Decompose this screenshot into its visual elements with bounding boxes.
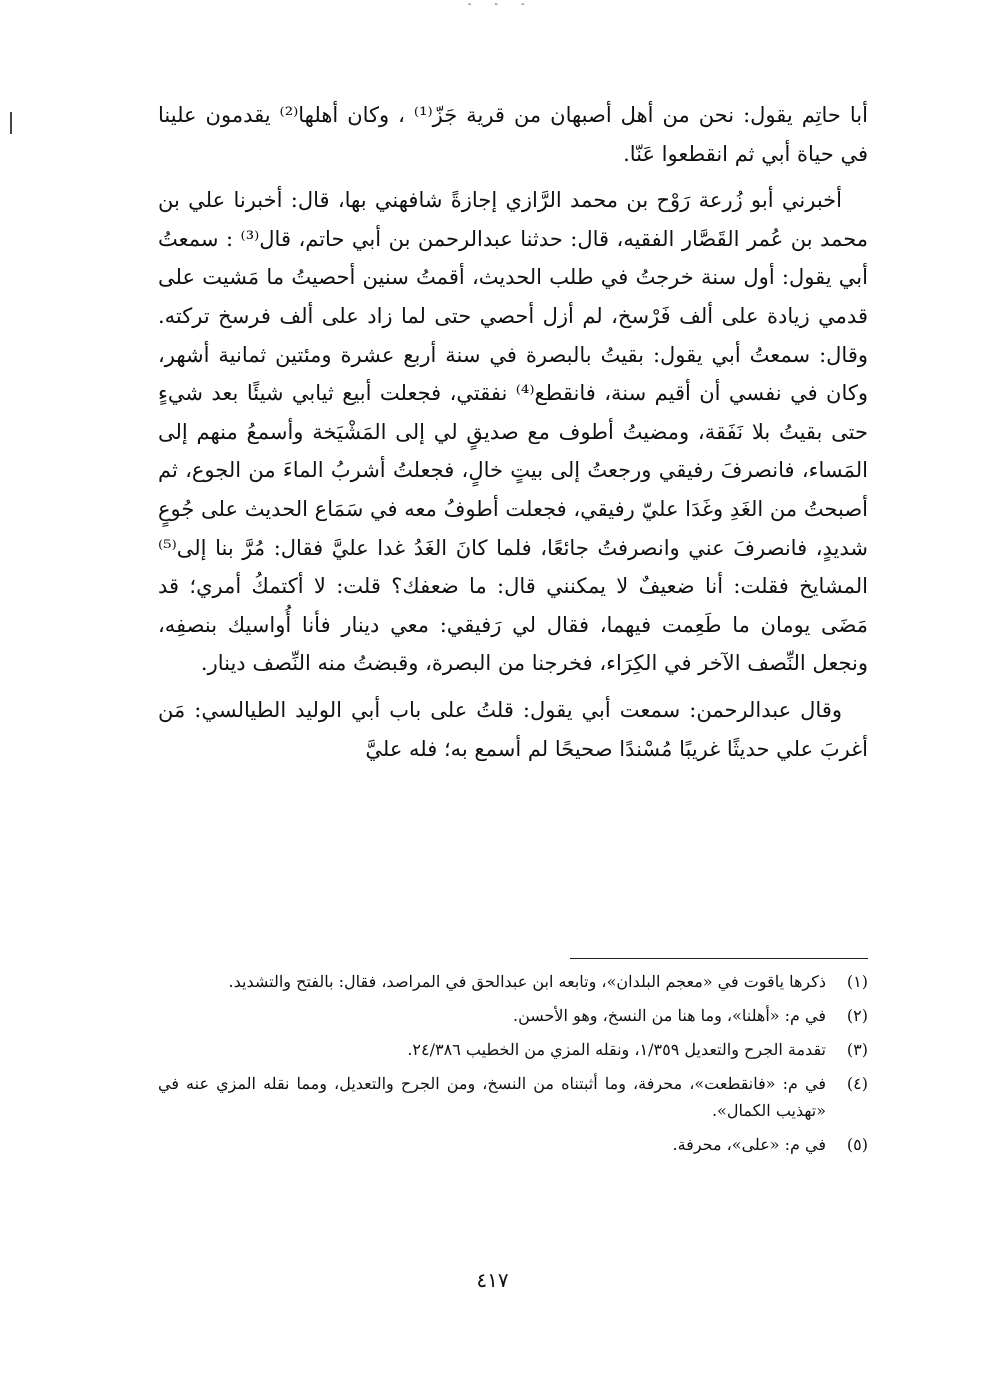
footnote-number: (٤)	[846, 1074, 868, 1093]
main-text	[158, 96, 868, 768]
footnote-separator	[570, 958, 868, 959]
footnote-4	[158, 1070, 868, 1124]
footnote-2	[158, 1002, 868, 1029]
paragraph-2: أخبرني أبو زُرعة رَوْح بن محمد الرَّازي إجازةً شافهني بها، قال: أخبرنا علي بن محمد بن عُمر القَصَّار الفقيه، قال: حدثنا عبدالرحمن بن أبي حاتم، قال⁽³⁾ : سمعتُ أبي يقول: أول سنة خرجتُ في طلب الحديث، أقمتُ سنين أحصيتُ ما مَشيت على قدمي زيادة على ألف فَرْسخ، لم أزل أحصي حتى لما زاد على ألف فرسخ تركته. وقال: سمعتُ أبي يقول: بقيتُ بالبصرة في سنة أربع عشرة ومئتين ثمانية أشهر، وكان في نفسي أن أقيم سنة، فانقطع⁽⁴⁾ نفقتي، فجعلت أبيع ثيابي شيئًا بعد شيءٍ حتى بقيتُ بلا نَفَقة، ومضيتُ أطوف مع صديقٍ لي إلى المَشْيَخة وأسمعُ منهم إلى المَساء، فانصرفَ رفيقي ورجعتُ إلى بيتٍ خالٍ، فجعلتُ أشربُ الماءَ من الجوع، ثم أصبحتُ من الغَدِ وغَدَا عليّ رفيقي، فجعلت أطوفُ معه في سَمَاع الحديث على جُوعٍ شديدٍ، فانصرفَ عني وانصرفتُ جائعًا، فلما كانَ الغَدُ غدا عليَّ فقال: مُرَّ بنا إلى⁽⁵⁾ المشايخ فقلت: أنا ضعيفٌ لا يمكنني قال: ما ضعفك؟ قلت: لا أكتمكُ أمري؛ قد مَضَى يومان ما طَعِمت فيهما، فقال لي رَفيقي: معي دينار فأنا أُواسيك بنصفِه، ونجعل النِّصف الآخر في الكِرَاء، فخرجنا من البصرة، وقبضتُ منه النِّصف دينار.	[158, 188, 868, 676]
footnote-3	[158, 1036, 868, 1063]
footnote-text: في م: «فانقطعت»، محرفة، وما أثبتناه من النسخ، ومن الجرح والتعديل، ومما نقله المزي عنه في «تهذيب الكمال».	[158, 1074, 826, 1120]
top-edge-mark: - - -	[468, 0, 535, 10]
footnote-number: (٥)	[846, 1135, 868, 1154]
paragraph-3: وقال عبدالرحمن: سمعت أبي يقول: قلتُ على باب أبي الوليد الطيالسي: مَن أغربَ علي حديثًا غريبًا مُسْندًا صحيحًا لم أسمع به؛ فله عليَّ	[158, 697, 868, 761]
page-number: ٤١٧	[476, 1268, 509, 1292]
footnote-number: (١)	[846, 972, 868, 991]
footnote-text: ذكرها ياقوت في «معجم البلدان»، وتابعه ابن عبدالحق في المراصد، فقال: بالفتح والتشديد.	[228, 972, 826, 991]
footnote-1	[158, 968, 868, 995]
margin-scan-mark	[10, 112, 12, 134]
footnotes-list	[158, 968, 868, 1165]
footnote-text: في م: «أهلنا»، وما هنا من النسخ، وهو الأحسن.	[513, 1006, 826, 1025]
footnote-text: تقدمة الجرح والتعديل ١/٣٥٩، ونقله المزي من الخطيب ٢٤/٣٨٦.	[407, 1040, 826, 1059]
footnote-5	[158, 1131, 868, 1158]
footnote-number: (٣)	[846, 1040, 868, 1059]
paragraph-1: أبا حاتِم يقول: نحن من أهل أصبهان من قرية جَزّ⁽¹⁾ ، وكان أهلها⁽²⁾ يقدمون علينا في حياة أبي ثم انقطعوا عَنّا.	[158, 103, 868, 166]
footnote-text: في م: «على»، محرفة.	[672, 1135, 826, 1154]
footnote-number: (٢)	[846, 1006, 868, 1025]
